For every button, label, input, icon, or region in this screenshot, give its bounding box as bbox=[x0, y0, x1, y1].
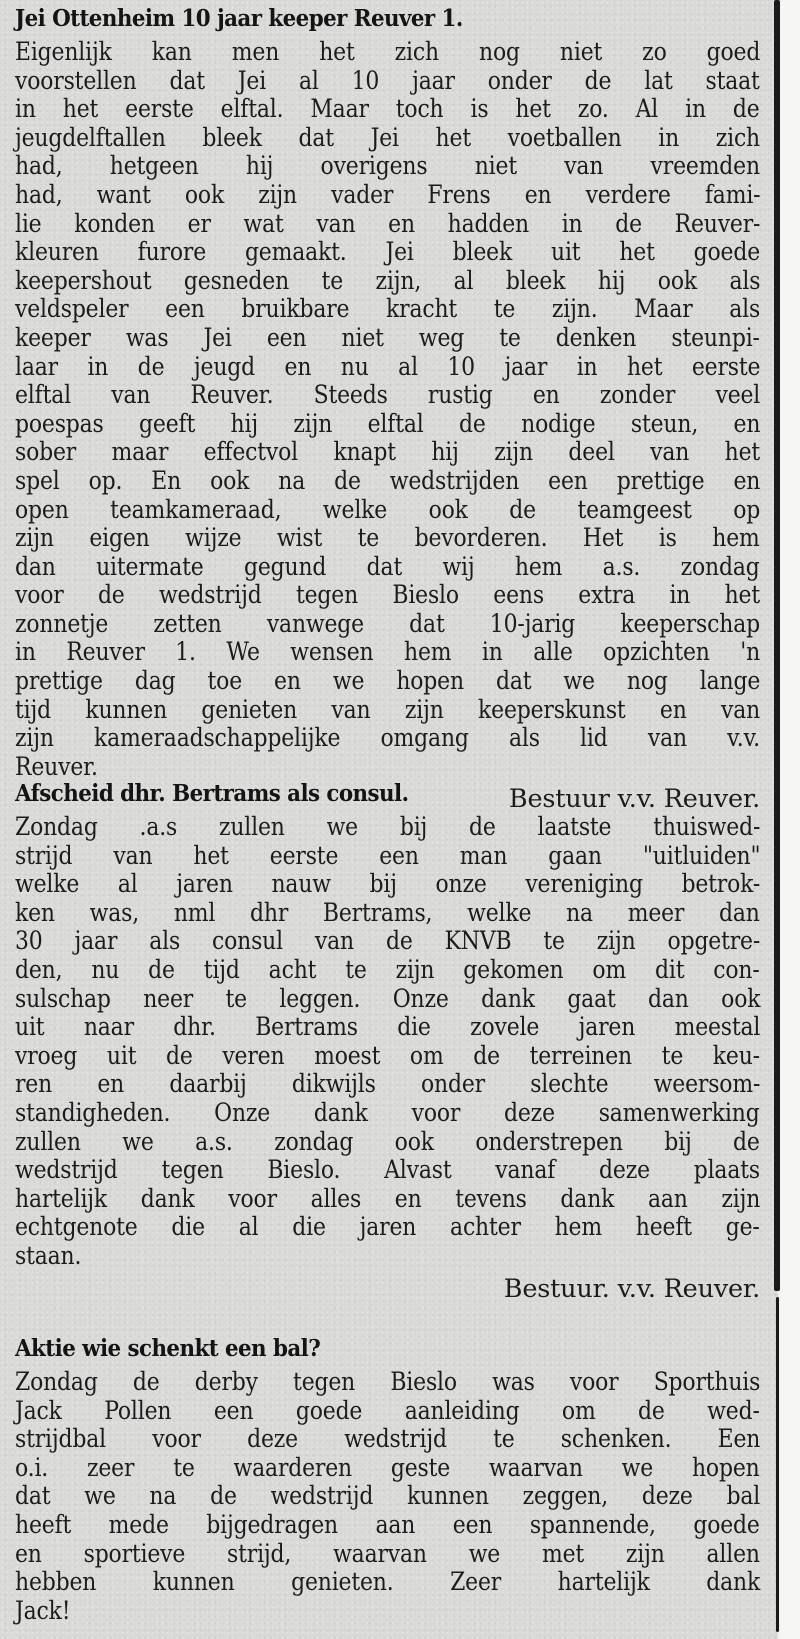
text-line bbox=[15, 1482, 760, 1511]
text-line-content: jeugdelftallen bleek dat Jei het voetballen in zich bbox=[15, 122, 761, 153]
text-line-content: Zondag .a.s zullen we bij de laatste thuiswed- bbox=[15, 812, 761, 842]
text-line-content: heeft mede bijgedragen aan een spannende, goede bbox=[15, 1509, 760, 1540]
text-line bbox=[15, 696, 760, 725]
text-line-content: standigheden. Onze dank voor deze samenwerking bbox=[15, 1097, 760, 1128]
article-keeper-jubilee bbox=[15, 4, 760, 814]
text-line-content: in Reuver 1. We wensen hem in alle opzichten 'n bbox=[15, 637, 761, 668]
article-headline: Afscheid dhr. Bertrams als consul. bbox=[15, 780, 409, 807]
text-line bbox=[15, 610, 760, 639]
text-line-content: vroeg uit de veren moest om de terreinen te keu- bbox=[15, 1040, 760, 1071]
text-line bbox=[15, 842, 760, 871]
text-line bbox=[15, 210, 760, 239]
text-line-content: uit naar dhr. Bertrams die zovele jaren meestal bbox=[15, 1012, 761, 1043]
text-line-content: in het eerste elftal. Maar toch is het zo. Al in de bbox=[15, 94, 760, 125]
text-line-content: zonnetje zetten vanwege dat 10-jarig keeperschap bbox=[15, 608, 760, 639]
text-line-content: Zondag de derby tegen Bieslo was voor Sporthuis bbox=[15, 1367, 761, 1397]
text-line bbox=[15, 410, 760, 439]
text-line-content: voor de wedstrijd tegen Bieslo eens extra in het bbox=[15, 580, 761, 611]
text-line-content: keepershout gesneden te zijn, al bleek hij ook als bbox=[15, 265, 761, 296]
text-line bbox=[15, 638, 760, 667]
text-line bbox=[15, 38, 760, 67]
text-line bbox=[15, 724, 760, 753]
text-line-content: tijd kunnen genieten van zijn keeperskunst en van bbox=[15, 694, 761, 725]
article-headline: Aktie wie schenkt een bal? bbox=[15, 1335, 321, 1362]
text-line bbox=[15, 238, 760, 267]
text-line bbox=[15, 438, 760, 467]
article-body bbox=[15, 38, 760, 781]
text-line-content: dan uitermate gegund dat wij hem a.s. zondag bbox=[15, 551, 760, 582]
text-line-content: prettige dag toe en we hopen dat we nog lange bbox=[15, 666, 761, 697]
text-line bbox=[15, 1368, 760, 1397]
text-line bbox=[15, 927, 760, 956]
article-ball-donation bbox=[15, 1334, 760, 1625]
text-line bbox=[15, 753, 760, 782]
text-line bbox=[15, 1042, 760, 1071]
text-line bbox=[15, 67, 760, 96]
text-line-content: zullen we a.s. zondag ook onderstrepen bij de bbox=[15, 1126, 760, 1157]
text-line-content: veldspeler een bruikbare kracht te zijn. Maar als bbox=[15, 294, 761, 325]
article-body bbox=[15, 813, 760, 1271]
text-line-content: echtgenote die al die jaren achter hem heeft ge- bbox=[15, 1212, 760, 1243]
text-line-content: hebben kunnen genieten. Zeer hartelijk dank bbox=[15, 1567, 761, 1598]
text-line-content: sulschap neer te leggen. Onze dank gaat dan ook bbox=[15, 983, 761, 1014]
article-body bbox=[15, 1368, 760, 1625]
text-line-content: keeper was Jei een niet weg te denken steunpi- bbox=[15, 322, 760, 353]
text-line bbox=[15, 956, 760, 985]
text-line-content: zijn kameraadschappelijke omgang als lid van v.v. bbox=[15, 723, 760, 754]
text-line-content: den, nu de tijd acht te zijn gekomen om dit con- bbox=[15, 954, 760, 985]
text-line-content: ken was, nml dhr Bertrams, welke na meer dan bbox=[15, 897, 760, 928]
text-line bbox=[15, 381, 760, 410]
text-line bbox=[15, 1242, 760, 1271]
text-line bbox=[15, 467, 760, 496]
text-line bbox=[15, 581, 760, 610]
text-line bbox=[15, 813, 760, 842]
text-line-content: had, hetgeen hij overigens niet van vreemden bbox=[15, 151, 760, 182]
text-line bbox=[15, 985, 760, 1014]
text-line bbox=[15, 267, 760, 296]
text-line-content: voorstellen dat Jei al 10 jaar onder de lat staat bbox=[15, 65, 760, 96]
column-rule-bottom bbox=[776, 1297, 779, 1632]
text-line bbox=[15, 553, 760, 582]
text-line bbox=[15, 667, 760, 696]
text-line-content: wedstrijd tegen Bieslo. Alvast vanaf deze plaats bbox=[15, 1155, 760, 1186]
text-line bbox=[15, 295, 760, 324]
text-line bbox=[15, 1568, 760, 1597]
text-line bbox=[15, 1156, 760, 1185]
text-line-content: had, want ook zijn vader Frens en verdere fami- bbox=[15, 179, 761, 210]
text-line bbox=[15, 1013, 760, 1042]
text-line-content: staan. bbox=[15, 1240, 82, 1271]
text-line-content: ren en daarbij dikwijls onder slechte weersom- bbox=[15, 1069, 761, 1100]
text-line-content: strijd van het eerste een man gaan "uitluiden" bbox=[15, 840, 761, 871]
text-line bbox=[15, 1397, 760, 1426]
text-line bbox=[15, 1213, 760, 1242]
text-line-content: o.i. zeer te waarderen geste waarvan we hopen bbox=[15, 1452, 760, 1483]
text-line bbox=[15, 324, 760, 353]
text-line-content: Eigenlijk kan men het zich nog niet zo goed bbox=[15, 37, 761, 67]
text-line-content: lie konden er wat van en hadden in de Reuver- bbox=[15, 208, 761, 239]
text-line bbox=[15, 1597, 760, 1626]
article-signature: Bestuur v.v. Reuver. bbox=[508, 784, 760, 815]
text-line bbox=[15, 152, 760, 181]
text-line bbox=[15, 1511, 760, 1540]
article-signature: Bestuur. v.v. Reuver. bbox=[503, 1273, 760, 1304]
text-line bbox=[15, 524, 760, 553]
text-line-content: poespas geeft hij zijn elftal de nodige steun, en bbox=[15, 408, 761, 439]
text-line-content: zijn eigen wijze wist te bevorderen. Het is hem bbox=[15, 523, 760, 554]
text-line bbox=[15, 899, 760, 928]
text-line-content: kleuren furore gemaakt. Jei bleek uit het goede bbox=[15, 237, 761, 268]
text-line-content: open teamkameraad, welke ook de teamgeest op bbox=[15, 494, 761, 525]
text-line-content: en sportieve strijd, waarvan we met zijn allen bbox=[15, 1538, 760, 1569]
text-line bbox=[15, 1099, 760, 1128]
text-line-content: dat we na de wedstrijd kunnen zeggen, deze bal bbox=[15, 1481, 761, 1512]
text-line bbox=[15, 353, 760, 382]
article-headline: Jei Ottenheim 10 jaar keeper Reuver 1. bbox=[15, 5, 463, 32]
text-line-content: sober maar effectvol knapt hij zijn deel van het bbox=[15, 437, 761, 468]
text-line bbox=[15, 181, 760, 210]
text-line-content: welke al jaren nauw bij onze vereniging betrok- bbox=[15, 869, 761, 900]
text-line bbox=[15, 1128, 760, 1157]
text-line-content: elftal van Reuver. Steeds rustig en zonder veel bbox=[15, 380, 761, 411]
text-line-content: spel op. En ook na de wedstrijden een prettige en bbox=[15, 465, 761, 496]
text-line bbox=[15, 1425, 760, 1454]
text-line bbox=[15, 496, 760, 525]
text-line bbox=[15, 1070, 760, 1099]
text-line bbox=[15, 1540, 760, 1569]
text-line-content: laar in de jeugd en nu al 10 jaar in het eerste bbox=[15, 351, 761, 382]
column-rule-top bbox=[774, 0, 780, 1291]
text-line bbox=[15, 1454, 760, 1483]
text-line-content: Jack! bbox=[15, 1595, 71, 1626]
article-consul-farewell bbox=[15, 779, 760, 1303]
text-line-content: strijdbal voor deze wedstrijd te schenken. Een bbox=[15, 1424, 761, 1455]
text-line bbox=[15, 870, 760, 899]
text-line bbox=[15, 124, 760, 153]
text-line bbox=[15, 1185, 760, 1214]
text-line-content: 30 jaar als consul van de KNVB te zijn opgetre- bbox=[15, 926, 761, 957]
page-margin bbox=[781, 0, 800, 1639]
text-line-content: Reuver. bbox=[15, 751, 98, 782]
text-line bbox=[15, 95, 760, 124]
text-line-content: hartelijk dank voor alles en tevens dank aan zijn bbox=[15, 1183, 761, 1214]
text-line-content: Jack Pollen een goede aanleiding om de wed- bbox=[15, 1395, 760, 1426]
